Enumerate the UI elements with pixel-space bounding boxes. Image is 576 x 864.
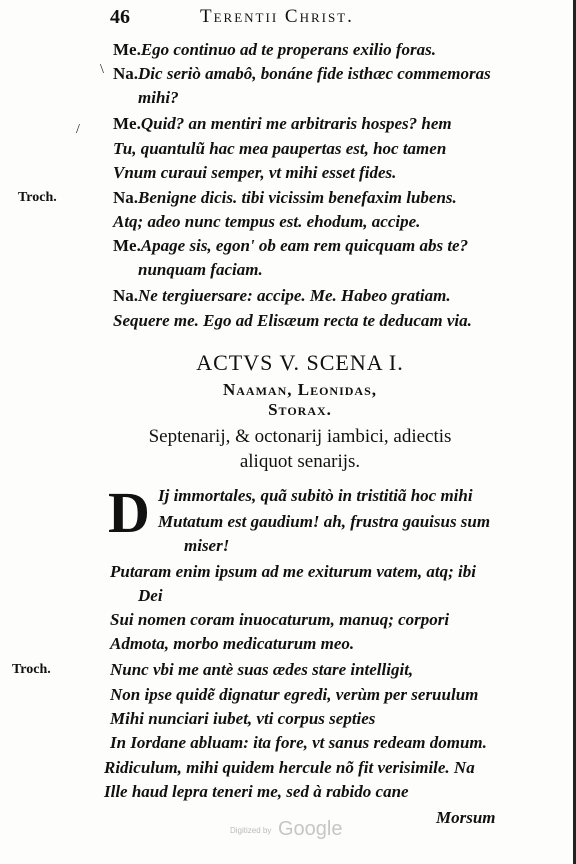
verse-text: Non ipse quidẽ dignatur egredi, verùm per seruulum [110, 685, 479, 704]
verse-text: Ridiculum, mihi quidem hercule nõ fit verisimile. Na [104, 758, 475, 777]
speaker-label: Me. [113, 114, 141, 133]
verse-text: Dic seriò amabô, bonáne fide isthæc commemoras [138, 64, 491, 83]
drop-cap: D [108, 480, 150, 545]
verse-text: Nunc vbi me antè suas ædes stare intelligit, [110, 660, 414, 679]
verse-text: Benigne dicis. tibi vicissim benefaxim lubens. [138, 188, 457, 207]
verse-text: Morsum [436, 808, 496, 827]
verse-text: mihi? [138, 88, 179, 107]
verse-line [113, 212, 420, 232]
verse-text: Tu, quantulũ hac mea paupertas est, hoc tamen [113, 139, 447, 158]
act-scene-heading: ACTVS V. SCENA I. [196, 350, 404, 375]
verse-line [138, 260, 263, 280]
verse-line [113, 311, 472, 331]
speaker-label: Me. [113, 236, 141, 255]
verse-text: In Iordane abluam: ita fore, vt sanus redeam domum. [110, 733, 487, 752]
verse-line [158, 486, 473, 506]
google-logo: Google [278, 818, 343, 840]
dramatis-personae-line2: Storax. [268, 400, 332, 419]
verse-line [113, 40, 436, 60]
verse-line [110, 709, 375, 729]
speaker-label: Na. [113, 286, 139, 305]
digitization-watermark [230, 818, 360, 842]
speaker-label: Me. [113, 40, 141, 59]
verse-text: Quid? an mentiri me arbitraris hospes? hem [140, 114, 452, 133]
verse-line [113, 64, 491, 84]
meter-note-line1: Septenarij, & octonarij iambici, adiectis [148, 426, 452, 447]
verse-line [158, 512, 490, 532]
tick-mark: \ [100, 62, 104, 77]
verse-text: Admota, morbo medicaturum meo. [110, 634, 355, 653]
margin-note-meter: Troch. [18, 190, 57, 205]
verse-text: Dei [138, 586, 163, 605]
running-head: Terentii Christ. [200, 6, 354, 27]
verse-line [113, 139, 446, 159]
verse-line [184, 536, 229, 556]
verse-text: Apage sis, egon' ob eam rem quicquam abs te? [140, 236, 469, 255]
verse-text: Mutatum est gaudium! ah, frustra gauisus sum [158, 512, 491, 531]
verse-line [138, 88, 179, 108]
verse-line [110, 634, 354, 654]
verse-line [113, 188, 457, 208]
verse-line [113, 163, 396, 183]
meter-note-line2: aliquot senarijs. [239, 451, 361, 472]
verse-line [113, 236, 468, 256]
margin-note-meter: Troch. [12, 662, 51, 677]
page-header [110, 6, 490, 30]
verse-line [110, 685, 478, 705]
verse-text: nunquam faciam. [138, 260, 263, 279]
verse-line [113, 286, 451, 306]
verse-text: Atq; adeo nunc tempus est. ehodum, accipe. [113, 212, 421, 231]
verse-line [110, 733, 487, 753]
verse-line [113, 114, 452, 134]
verse-line [110, 610, 449, 630]
verse-text: Ne tergiuersare: accipe. Me. Habeo gratiam. [138, 286, 451, 305]
verse-text: Sequere me. Ego ad Elisæum recta te deducam via. [113, 311, 472, 330]
verse-line [104, 782, 409, 802]
page-number: 46 [110, 6, 130, 28]
bracket-mark: / [76, 122, 80, 137]
verse-text: Ij immortales, quã subitò in tristitiã hoc mihi [158, 486, 473, 505]
speaker-label: Na. [113, 64, 139, 83]
verse-line [138, 586, 163, 606]
verse-line [110, 660, 413, 680]
digitized-by-label: Digitized by [230, 826, 272, 835]
verse-text: miser! [184, 536, 230, 555]
verse-text: Putaram enim ipsum ad me exiturum vatem, atq; ibi [110, 562, 476, 581]
catchword [436, 808, 496, 828]
verse-text: Mihi nunciari iubet, vti corpus septies [110, 709, 376, 728]
verse-text: Ille haud lepra teneri me, sed à rabido cane [104, 782, 409, 801]
verse-text: Ego continuo ad te properans exilio foras. [140, 40, 437, 59]
verse-text: Vnum curaui semper, vt mihi esset fides. [113, 163, 397, 182]
dramatis-personae-line1: Naaman, Leonidas, [222, 380, 378, 399]
verse-text: Sui nomen coram inuocaturum, manuq; corpori [110, 610, 450, 629]
speaker-label: Na. [113, 188, 139, 207]
verse-line [104, 758, 475, 778]
verse-line [110, 562, 476, 582]
